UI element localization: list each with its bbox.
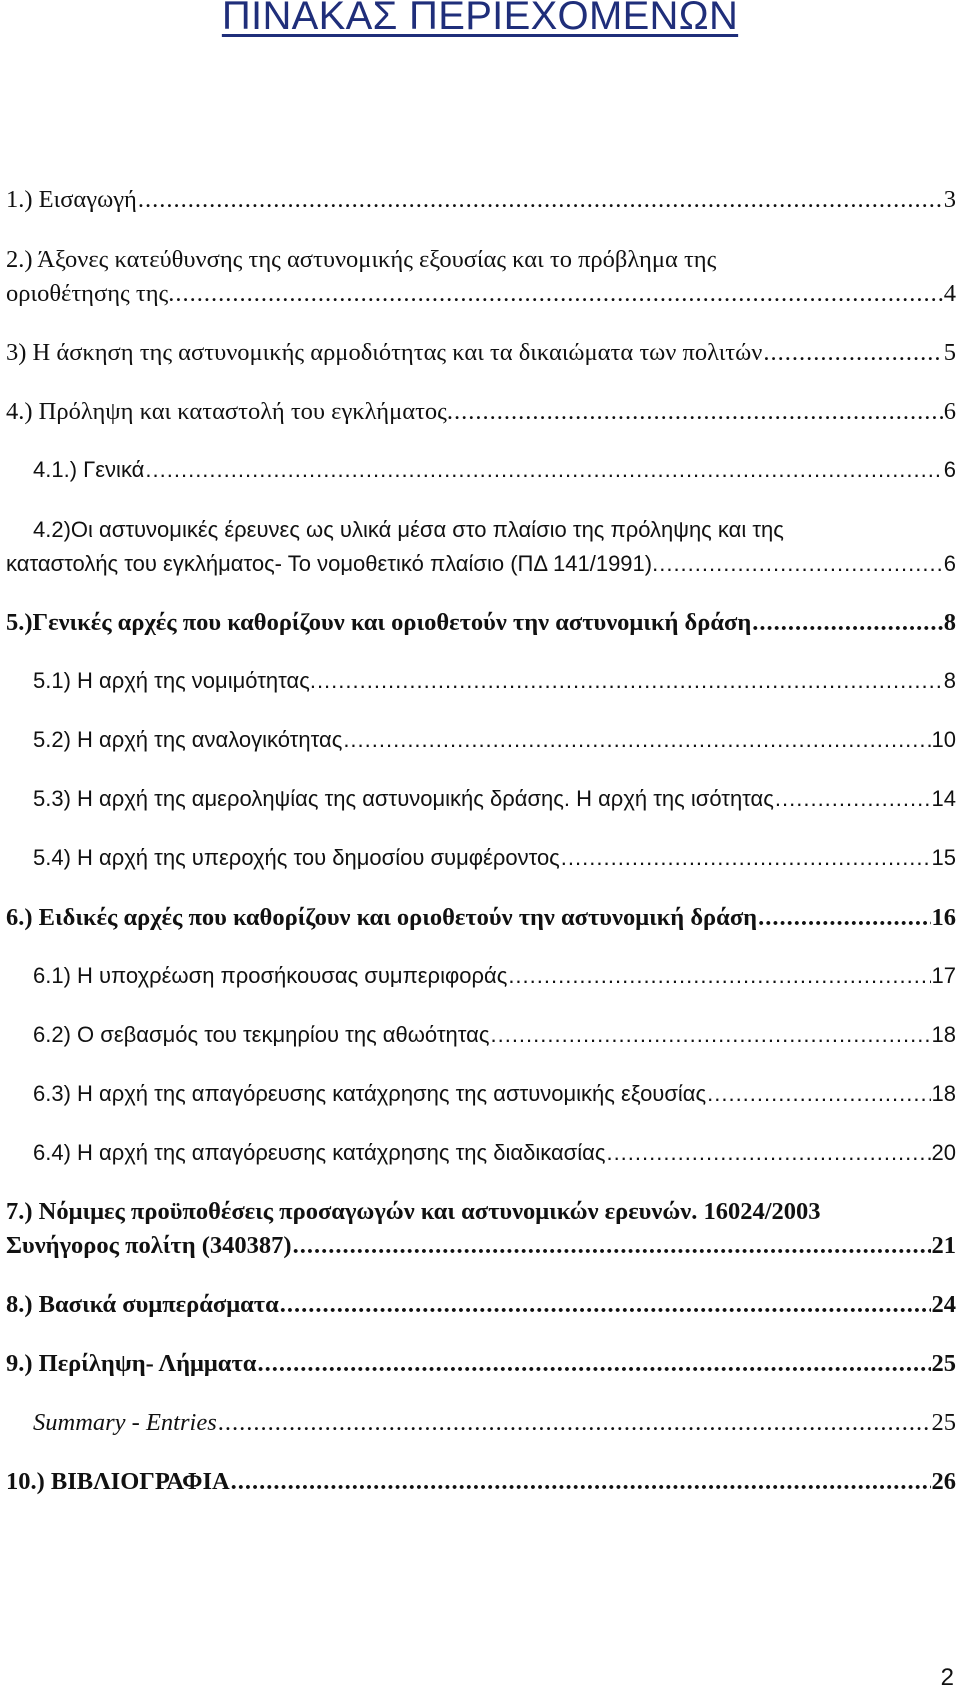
toc-entry-text: 5.2) Η αρχή της αναλογικότητας xyxy=(33,727,343,752)
toc-entry-summary[interactable] xyxy=(33,1409,956,1443)
dot-leader xyxy=(231,1468,931,1496)
dot-leader xyxy=(752,609,942,637)
toc-entry-page: 6 xyxy=(943,457,956,482)
toc-entry-page: 15 xyxy=(931,845,956,870)
toc-entry-2-line1[interactable]: 2.) Άξονες κατεύθυνσης της αστυνομικής εξουσίας και το πρόβλημα της xyxy=(6,246,717,273)
dot-leader xyxy=(775,786,931,812)
toc-entry-page: 24 xyxy=(931,1291,956,1318)
toc-entry-text: 6.4) Η αρχή της απαγόρευσης κατάχρησης της διαδικασίας xyxy=(33,1140,606,1165)
toc-entry-text: οριοθέτησης της. xyxy=(6,280,175,307)
toc-entry-5-4[interactable] xyxy=(33,845,956,879)
toc-entry-4[interactable] xyxy=(6,398,956,432)
dot-leader xyxy=(175,280,942,308)
toc-entry-page: 10 xyxy=(931,727,956,752)
toc-entry-text: 6.1) Η υποχρέωση προσήκουσας συμπεριφοράς xyxy=(33,963,508,988)
toc-entry-text: Summary - Entries xyxy=(33,1409,217,1436)
toc-entry-page: 16 xyxy=(931,904,956,931)
toc-entry-page: 4 xyxy=(943,280,956,307)
toc-entry-page: 20 xyxy=(931,1140,956,1165)
toc-entry-text: 6.3) Η αρχή της απαγόρευσης κατάχρησης της αστυνομικής εξουσίας xyxy=(33,1081,707,1106)
dot-leader xyxy=(659,551,943,577)
toc-entry-text: 10.) ΒΙΒΛΙΟΓΡΑΦΙΑ xyxy=(6,1468,230,1495)
toc-entry-6-1[interactable] xyxy=(33,963,956,997)
toc-entry-page: 3 xyxy=(943,186,956,213)
toc-entry-3[interactable] xyxy=(6,339,956,373)
toc-entry-2[interactable] xyxy=(6,280,956,314)
dot-leader xyxy=(293,1232,931,1260)
toc-entry-text: Συνήγορος πολίτη (340387) xyxy=(6,1232,292,1259)
toc-entry-4-2-line1[interactable]: 4.2)Οι αστυνομικές έρευνες ως υλικά μέσα στο πλαίσιο της πρόληψης και της xyxy=(33,517,784,542)
toc-entry-6[interactable] xyxy=(6,904,956,938)
toc-entry-8[interactable] xyxy=(6,1291,956,1325)
toc-entry-page: 8 xyxy=(943,609,956,636)
toc-entry-text: 4.) Πρόληψη και καταστολή του εγκλήματος. xyxy=(6,398,453,425)
dot-leader xyxy=(606,1140,930,1166)
toc-entry-text: 5.3) Η αρχή της αμεροληψίας της αστυνομικής δράσης. Η αρχή της ισότητας xyxy=(33,786,774,811)
dot-leader xyxy=(758,904,930,932)
toc-entry-page: 18 xyxy=(931,1081,956,1106)
dot-leader xyxy=(257,1350,930,1378)
toc-entry-text: 9.) Περίληψη- Λήμματα xyxy=(6,1350,257,1377)
page-title: ΠΙΝΑΚΑΣ ΠΕΡΙΕΧΟΜΕΝΩΝ xyxy=(221,0,739,38)
dot-leader xyxy=(218,1409,931,1437)
dot-leader xyxy=(343,727,930,753)
toc-entry-page: 25 xyxy=(931,1350,956,1377)
toc-entry-page: 5 xyxy=(943,339,956,366)
toc-entry-text: 6.2) Ο σεβασμός του τεκμηρίου της αθωότητας xyxy=(33,1022,490,1047)
dot-leader xyxy=(763,339,942,367)
toc-entry-text: 5.)Γενικές αρχές που καθορίζουν και οριοθετούν την αστυνομική δράση xyxy=(6,609,752,636)
dot-leader xyxy=(508,963,930,989)
dot-leader xyxy=(454,398,943,426)
toc-entry-text: 6.) Ειδικές αρχές που καθορίζουν και οριοθετούν την αστυνομική δράση xyxy=(6,904,758,931)
toc-entry-4-2[interactable] xyxy=(6,551,956,585)
dot-leader xyxy=(280,1291,931,1319)
toc-entry-4-1[interactable] xyxy=(33,457,956,491)
dot-leader xyxy=(145,457,942,483)
toc-entry-page: 6 xyxy=(943,551,956,576)
toc-entry-text: 1.) Εισαγωγή xyxy=(6,186,137,213)
toc-entry-page: 26 xyxy=(931,1468,956,1495)
dot-leader xyxy=(317,668,943,694)
toc-entry-page: 8 xyxy=(943,668,956,693)
toc-entry-text: καταστολής του εγκλήματος- Το νομοθετικό πλαίσιο (ΠΔ 141/1991). xyxy=(6,551,659,576)
dot-leader xyxy=(707,1081,930,1107)
toc-entry-page: 14 xyxy=(931,786,956,811)
dot-leader xyxy=(138,186,943,214)
toc-entry-6-3[interactable] xyxy=(33,1081,956,1115)
toc-entry-5-3[interactable] xyxy=(33,786,956,820)
toc-entry-page: 18 xyxy=(931,1022,956,1047)
toc-entry-page: 21 xyxy=(931,1232,956,1259)
toc-entry-7-line1[interactable]: 7.) Νόμιμες προϋποθέσεις προσαγωγών και αστυνομικών ερευνών. 16024/2003 xyxy=(6,1198,821,1225)
toc-entry-9[interactable] xyxy=(6,1350,956,1384)
toc-entry-7[interactable] xyxy=(6,1232,956,1266)
page-number: 2 xyxy=(940,1664,954,1691)
toc-entry-page: 6 xyxy=(943,398,956,425)
toc-entry-text: 8.) Βασικά συμπεράσματα xyxy=(6,1291,279,1318)
toc-entry-text: 5.4) Η αρχή της υπεροχής του δημοσίου συμφέροντος xyxy=(33,845,560,870)
toc-entry-text: 4.1.) Γενικά xyxy=(33,457,145,482)
toc-entry-1[interactable] xyxy=(6,186,956,220)
toc-entry-10[interactable] xyxy=(6,1468,956,1502)
toc-entry-6-2[interactable] xyxy=(33,1022,956,1056)
toc-entry-page: 25 xyxy=(931,1409,956,1436)
toc-entry-5-1[interactable] xyxy=(33,668,956,702)
toc-entry-text: 5.1) Η αρχή της νομιμότητας. xyxy=(33,668,316,693)
dot-leader xyxy=(561,845,931,871)
dot-leader xyxy=(490,1022,930,1048)
toc-entry-text: 3) Η άσκηση της αστυνομικής αρμοδιότητας και τα δικαιώματα των πολιτών xyxy=(6,339,763,366)
toc-entry-5[interactable] xyxy=(6,609,956,643)
toc-entry-page: 17 xyxy=(931,963,956,988)
toc-entry-6-4[interactable] xyxy=(33,1140,956,1174)
toc-entry-5-2[interactable] xyxy=(33,727,956,761)
